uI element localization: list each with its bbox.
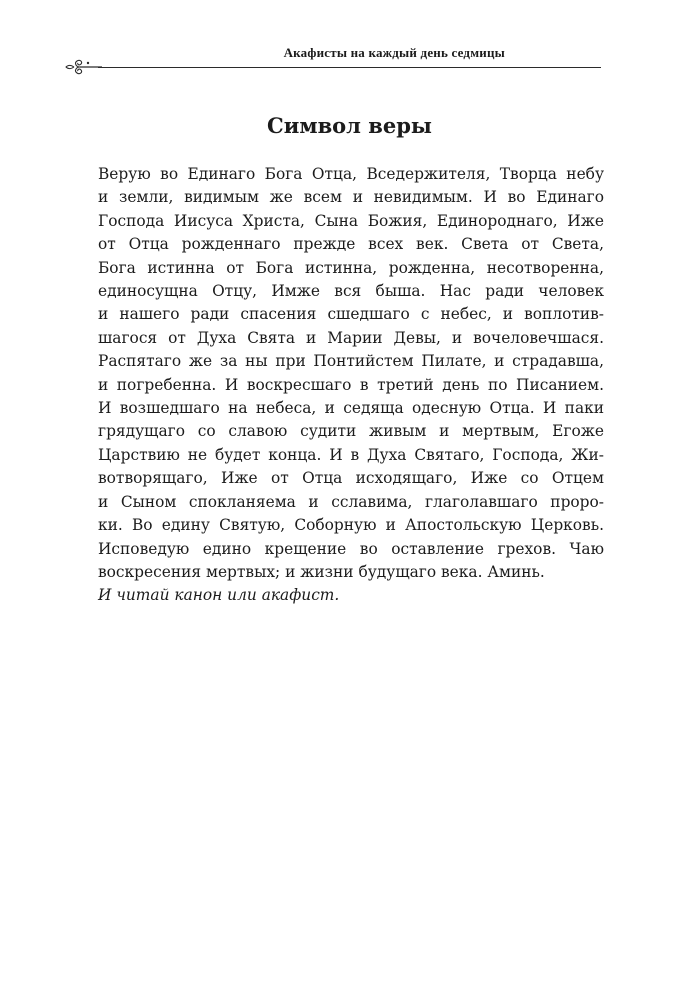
text-line: вотворящаго, Иже от Отца исходящаго, Иже со Отцем: [98, 469, 604, 488]
text-line: Бога истинна от Бога истинна, рожденна, несотворенна,: [98, 258, 604, 277]
text-line: Распятаго же за ны при Понтийстем Пилате, и страдавша,: [98, 352, 604, 371]
running-header: [98, 44, 601, 62]
text-line: Исповедую едино крещение во оставление грехов. Чаю: [98, 539, 604, 558]
text-line: и погребенна. И воскресшаго в третий день по Писанием.: [98, 375, 604, 394]
section-title: Символ веры: [267, 113, 432, 138]
header-rule: [98, 67, 601, 68]
text-line: Царствию не будет конца. И в Духа Святаго, Господа, Жи-: [98, 445, 604, 464]
text-line: ки. Во едину Святую, Соборную и Апостольскую Церковь.: [98, 516, 604, 535]
text-line: и Сыном спокланяема и сславима, глаголавшаго проро-: [98, 492, 604, 511]
running-title: Акафисты на каждый день седмицы: [283, 45, 505, 60]
text-line: Верую во Единаго Бога Отца, Вседержителя, Творца небу: [98, 165, 604, 183]
text-line: и земли, видимым же всем и невидимым. И во Единаго: [98, 188, 604, 207]
text-line: от Отца рожденнаго прежде всех век. Света от Света,: [98, 235, 604, 254]
text-line: шагося от Духа Свята и Марии Девы, и вочеловечшася.: [98, 328, 604, 347]
text-line: грядущаго со славою судити живым и мертвым, Егоже: [98, 422, 604, 441]
text-line: И возшедшаго на небеса, и седяща одесную Отца. И паки: [98, 399, 604, 418]
text-line: и нашего ради спасения сшедшаго с небес, и воплотив-: [98, 305, 604, 324]
text-line: Господа Иисуса Христа, Сына Божия, Единороднаго, Иже: [98, 211, 604, 230]
instruction-line: И читай канон или акафист.: [98, 586, 340, 605]
text-line: воскресения мертвых; и жизни будущаго века. Аминь.: [98, 562, 545, 581]
text-line: единосущна Отцу, Имже вся быша. Нас ради человек: [98, 282, 604, 301]
prayer-text: [98, 163, 604, 608]
